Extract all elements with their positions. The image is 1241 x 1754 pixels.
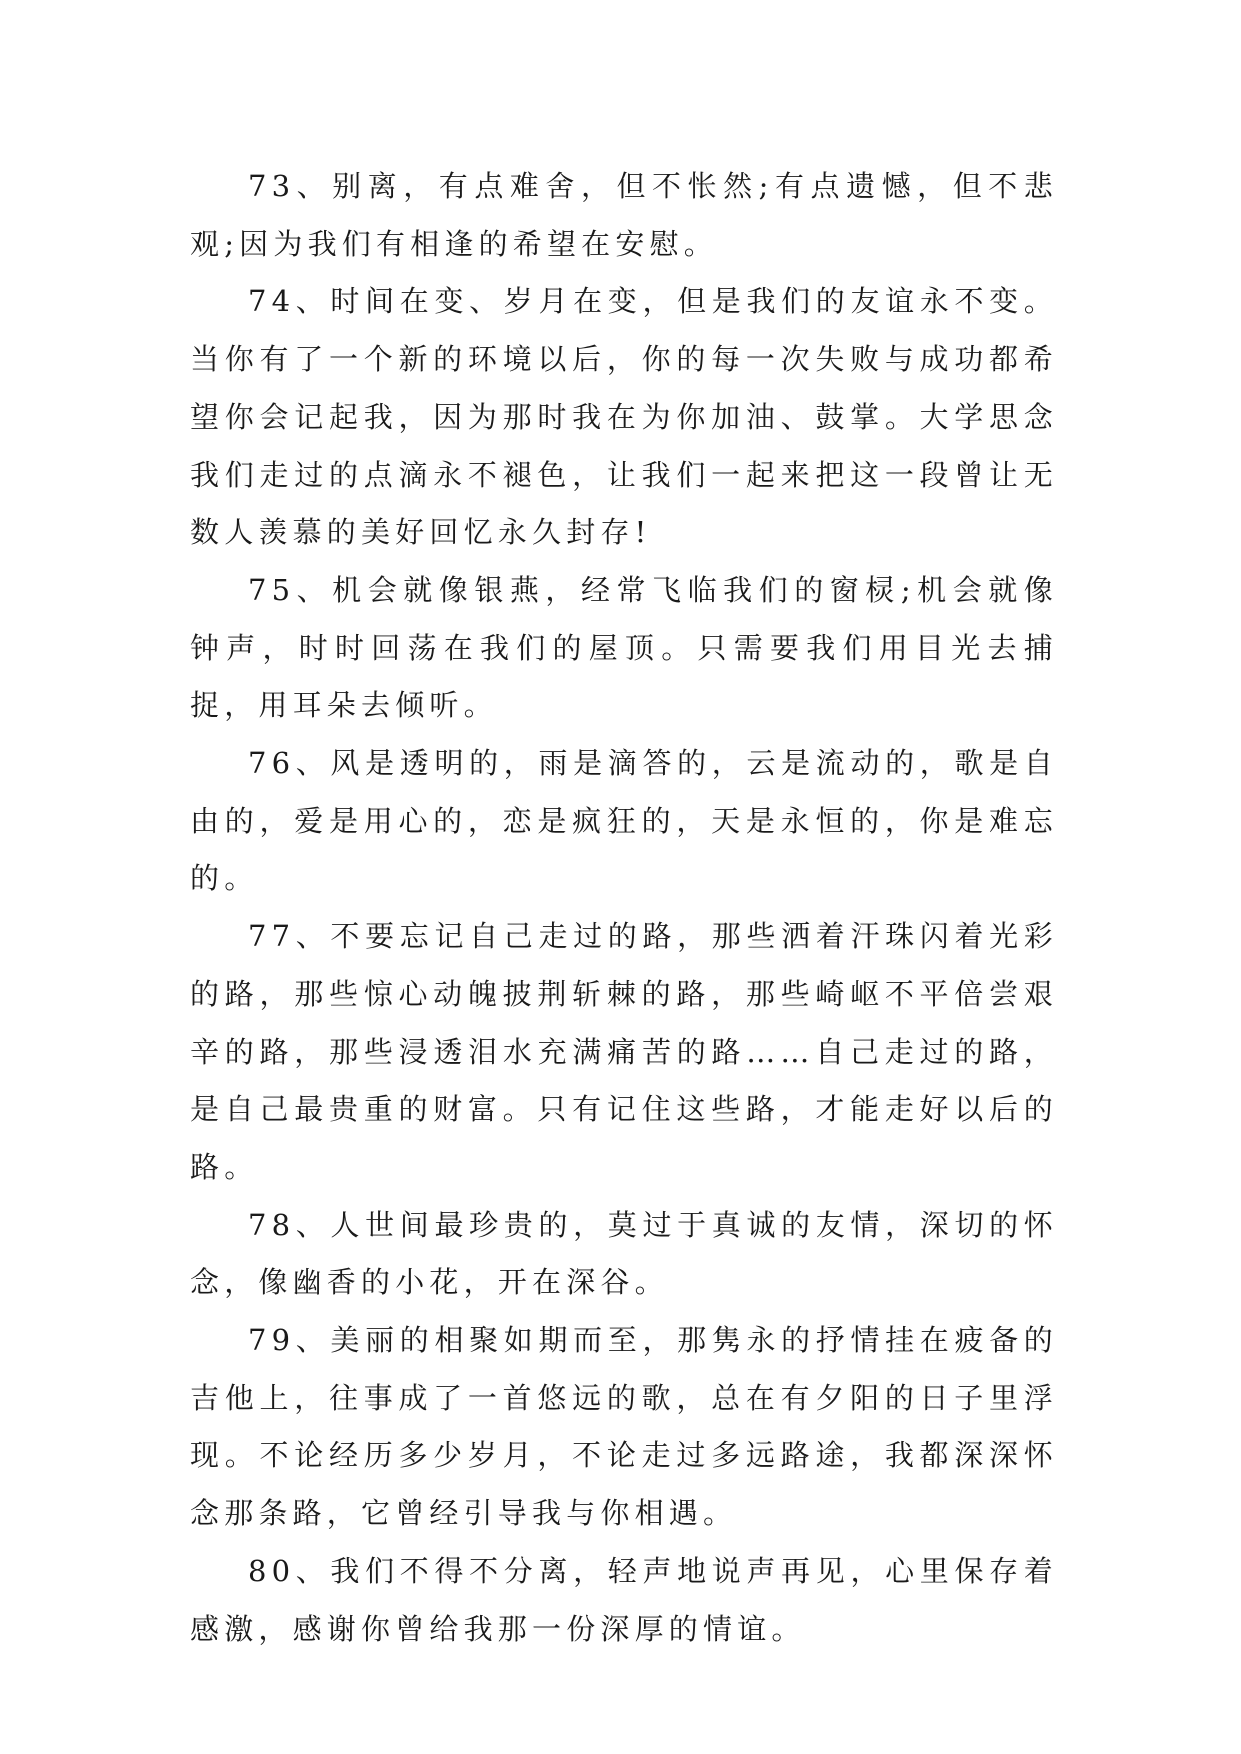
paragraph-73: 73、别离，有点难舍，但不怅然;有点遗憾，但不悲观;因为我们有相逢的希望在安慰。 [190,169,1058,261]
paragraph-77: 77、不要忘记自己走过的路，那些洒着汗珠闪着光彩的路，那些惊心动魄披荆斩棘的路，那些崎岖不平倍尝艰辛的路，那些浸透泪水充满痛苦的路……自己走过的路，是自己最贵重的财富。只有记住这些路，才能走好以后的路。 [190,919,1058,1184]
paragraph-75: 75、机会就像银燕，经常飞临我们的窗棂;机会就像钟声，时时回荡在我们的屋顶。只需要我们用目光去捕捉，用耳朵去倾听。 [190,572,1058,723]
paragraph-78: 78、人世间最珍贵的，莫过于真诚的友情，深切的怀念，像幽香的小花，开在深谷。 [190,1207,1058,1300]
document-body [190,158,1058,1658]
paragraph-74: 74、时间在变、岁月在变，但是我们的友谊永不变。当你有了一个新的环境以后，你的每一次失败与成功都希望你会记起我，因为那时我在为你加油、鼓掌。大学思念我们走过的点滴永不褪色，让我们一起来把这一段曾让无数人羡慕的美好回忆永久封存! [190,284,1058,550]
paragraph-79: 79、美丽的相聚如期而至，那隽永的抒情挂在疲备的吉他上，往事成了一首悠远的歌，总在有夕阳的日子里浮现。不论经历多少岁月，不论走过多远路途，我都深深怀念那条路，它曾经引导我与你相遇。 [190,1323,1058,1531]
paragraph-80: 80、我们不得不分离，轻声地说声再见，心里保存着感激，感谢你曾给我那一份深厚的情谊。 [190,1553,1058,1646]
paragraph-76: 76、风是透明的，雨是滴答的，云是流动的，歌是自由的，爱是用心的，恋是疯狂的，天是永恒的，你是难忘的。 [190,746,1058,896]
